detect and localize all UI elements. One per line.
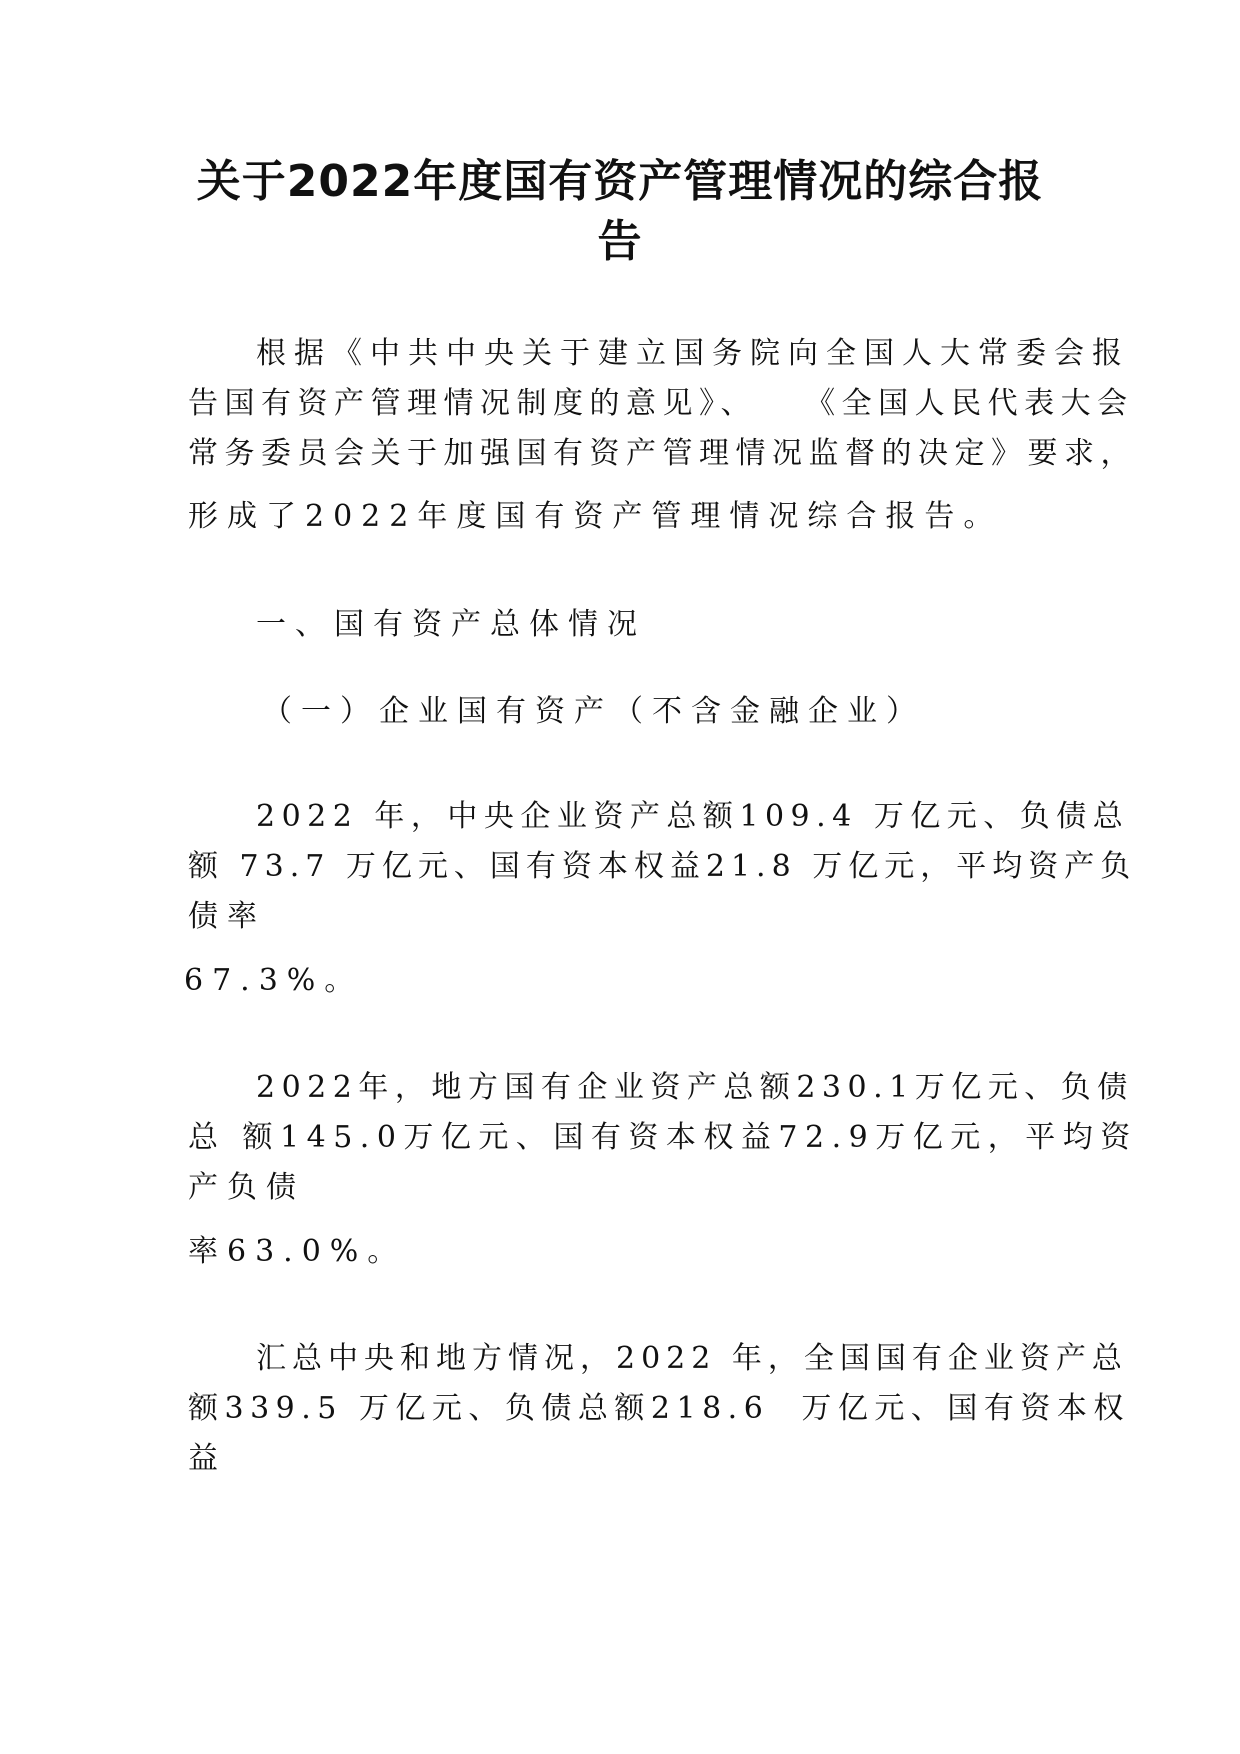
local-line-1: 2022年，地方国有企业资产总额230.1万亿元、负债 xyxy=(256,1070,1134,1105)
intro-line-2: 告国有资产管理情况制度的意见》、 《全国人民代表大会 xyxy=(188,386,1134,421)
intro-line-4: 形成了2022年度国有资产管理情况综合报告。 xyxy=(188,499,1003,534)
section-heading: 一、国有资产总体情况 xyxy=(256,607,646,642)
central-line-3: 债率 xyxy=(188,899,266,934)
central-line-2: 额 73.7 万亿元、国有资本权益21.8 万亿元，平均资产负 xyxy=(188,849,1137,884)
local-line-3: 产负债 xyxy=(188,1170,305,1205)
intro-line-3: 常务委员会关于加强国有资产管理情况监督的决定》要求， xyxy=(188,436,1137,471)
total-line-1: 汇总中央和地方情况，2022 年，全国国有企业资产总 xyxy=(256,1341,1128,1376)
intro-line-1: 根据《中共中央关于建立国务院向全国人大常委会报 xyxy=(256,336,1130,371)
local-line-4: 率63.0%。 xyxy=(188,1234,407,1269)
subsection-heading: （一）企业国有资产（不含金融企业） xyxy=(262,694,925,729)
local-line-2: 总 额145.0万亿元、国有资本权益72.9万亿元，平均资 xyxy=(188,1120,1138,1155)
document-title-line-2: 告 xyxy=(597,216,643,267)
central-line-4: 67.3%。 xyxy=(184,963,364,998)
total-line-2: 额339.5 万亿元、负债总额218.6 万亿元、国有资本权 xyxy=(188,1391,1130,1426)
document-title-line-1: 关于2022年度国有资产管理情况的综合报 xyxy=(196,156,1044,207)
total-line-3: 益 xyxy=(188,1441,227,1476)
central-line-1: 2022 年，中央企业资产总额109.4 万亿元、负债总 xyxy=(256,799,1130,834)
